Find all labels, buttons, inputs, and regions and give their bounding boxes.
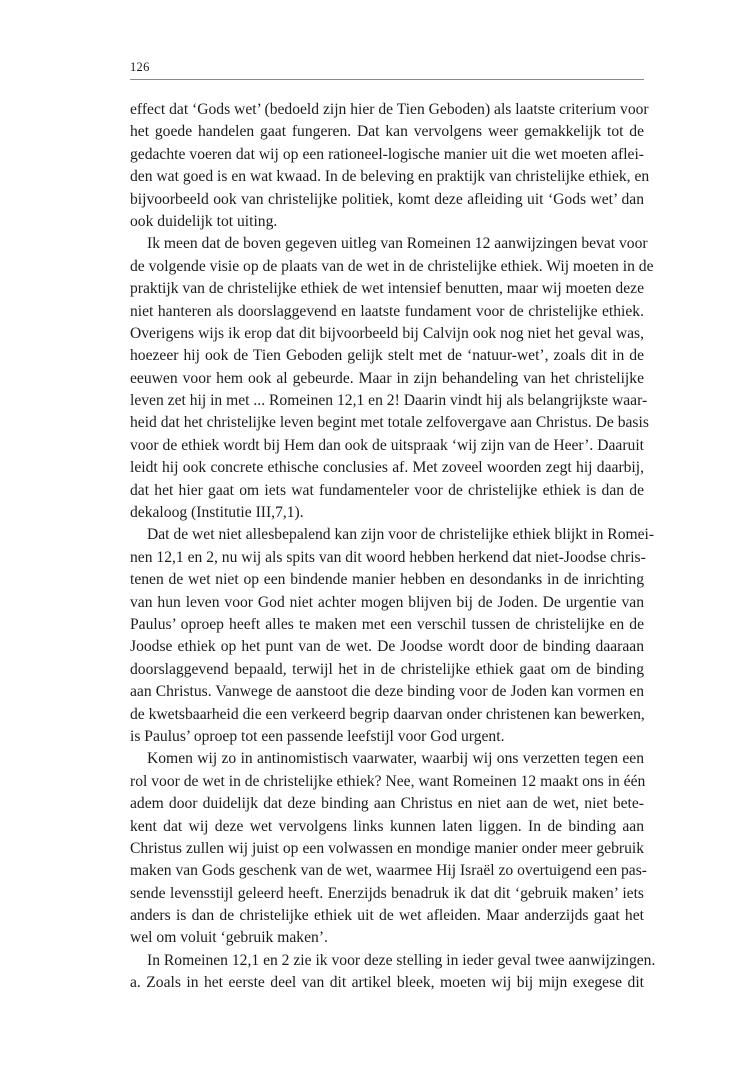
- text-line: bijvoorbeeld ook van christelijke politiek, komt deze afleiding uit ‘Gods wet’ dan: [130, 190, 644, 208]
- text-line: Joodse ethiek op het punt van de wet. De Joodse wordt door de binding daaraan: [130, 638, 644, 656]
- text-line: van hun leven voor God niet achter mogen blijven bij de Joden. De urgentie van: [130, 593, 644, 611]
- text-line: effect dat ‘Gods wet’ (bedoeld zijn hier de Tien Geboden) als laatste criterium voor: [130, 101, 649, 118]
- text-line: ook duidelijk tot uiting.: [130, 212, 278, 230]
- text-line: Dat de wet niet allesbepalend kan zijn voor de christelijke ethiek blijkt in Romei-: [147, 526, 655, 544]
- paragraph: [130, 99, 650, 233]
- text-line: Christus zullen wij juist op een volwassen en mondige manier onder meer gebruik: [130, 839, 644, 857]
- text-line: de kwetsbaarheid die een verkeerd begrip daarvan onder christenen kan bewerken,: [130, 705, 645, 723]
- text-line: leidt hij ook concrete ethische conclusies af. Met zoveel woorden zegt hij daarbij,: [130, 459, 644, 477]
- text-line: Overigens wijs ik erop dat dit bijvoorbeeld bij Calvijn ook nog niet het geval was,: [130, 324, 644, 342]
- text-line: aan Christus. Vanwege de aanstoot die deze binding voor de Joden kan vormen en: [130, 683, 644, 701]
- text-line: nen 12,1 en 2, nu wij als spits van dit woord hebben herkend dat niet-Joodse chris-: [130, 548, 646, 566]
- text-line: eeuwen voor hem ook al gebeurde. Maar in zijn behandeling van het christelijke: [130, 369, 644, 387]
- paragraph: [130, 524, 655, 748]
- text-line: doorslaggevend bepaald, terwijl het in de christelijke ethiek gaat om de binding: [130, 660, 644, 678]
- text-line: praktijk van de christelijke ethiek de wet intensief benutten, maar wij moeten deze: [130, 280, 644, 298]
- text-line: is Paulus’ oproep tot een passende leefstijl voor God urgent.: [130, 727, 505, 745]
- text-line: adem door duidelijk dat deze binding aan Christus en niet aan de wet, niet bete-: [130, 795, 644, 813]
- text-line: dekaloog (Institutie III,7,1).: [130, 504, 304, 522]
- page-number: 126: [130, 60, 150, 74]
- header-rule: [130, 79, 644, 80]
- text-line: wel om voluit ‘gebruik maken’.: [130, 929, 328, 947]
- text-line: tenen de wet niet op een bindende manier hebben en desondanks in de inrichting: [130, 571, 644, 589]
- text-line: het goede handelen gaat fungeren. Dat kan vervolgens weer gemakkelijk tot de: [130, 123, 644, 141]
- text-line: sende levensstijl geleerd heeft. Enerzijds benadruk ik dat dit ‘gebruik maken’ iets: [130, 884, 644, 902]
- text-line: de volgende visie op de plaats van de wet in de christelijke ethiek. Wij moeten in de: [130, 257, 654, 275]
- text-line: heid dat het christelijke leven begint met totale zelfovergave aan Christus. De basis: [130, 414, 649, 432]
- text-line: kent dat wij deze wet vervolgens links kunnen laten liggen. In de binding aan: [130, 817, 644, 835]
- paragraph: [130, 950, 656, 995]
- paragraph: [130, 748, 647, 950]
- body-text: [130, 99, 656, 995]
- text-line: Ik meen dat de boven gegeven uitleg van Romeinen 12 aanwijzingen bevat voor: [147, 235, 648, 253]
- text-line: gedachte voeren dat wij op een rationeel-logische manier uit die wet moeten aflei-: [130, 145, 644, 163]
- text-line: rol voor de wet in de christelijke ethiek? Nee, want Romeinen 12 maakt ons in één: [130, 772, 646, 790]
- text-line: anders is dan de christelijke ethiek uit de wet afleiden. Maar anderzijds gaat het: [130, 907, 644, 925]
- text-line: hoezeer hij ook de Tien Geboden gelijk stelt met de ‘natuur-wet’, zoals dit in de: [130, 347, 644, 365]
- paragraph: [130, 233, 654, 524]
- text-line: In Romeinen 12,1 en 2 zie ik voor deze stelling in ieder geval twee aanwijzingen.: [147, 951, 656, 969]
- text-line: a. Zoals in het eerste deel van dit artikel bleek, moeten wij bij mijn exegese dit: [130, 974, 644, 992]
- text-line: dat het hier gaat om iets wat fundamenteler voor de christelijke ethiek is dan de: [130, 481, 644, 499]
- text-line: voor de ethiek wordt bij Hem dan ook de uitspraak ‘wij zijn van de Heer’. Daaruit: [130, 436, 644, 454]
- text-line: maken van Gods geschenk van de wet, waarmee Hij Israël zo overtuigend een pas-: [130, 862, 647, 880]
- text-line: den wat goed is en wat kwaad. In de beleving en praktijk van christelijke ethiek, en: [130, 168, 650, 186]
- text-line: Paulus’ oproep heeft alles te maken met een verschil tussen de christelijke en de: [130, 615, 644, 633]
- text-line: niet hanteren als doorslaggevend en laatste fundament voor de christelijke ethiek.: [130, 302, 644, 320]
- text-line: Komen wij zo in antinomistisch vaarwater, waarbij wij ons verzetten tegen een: [147, 750, 644, 768]
- text-line: leven zet hij in met ... Romeinen 12,1 en 2! Daarin vindt hij als belangrijkste waar-: [130, 392, 648, 410]
